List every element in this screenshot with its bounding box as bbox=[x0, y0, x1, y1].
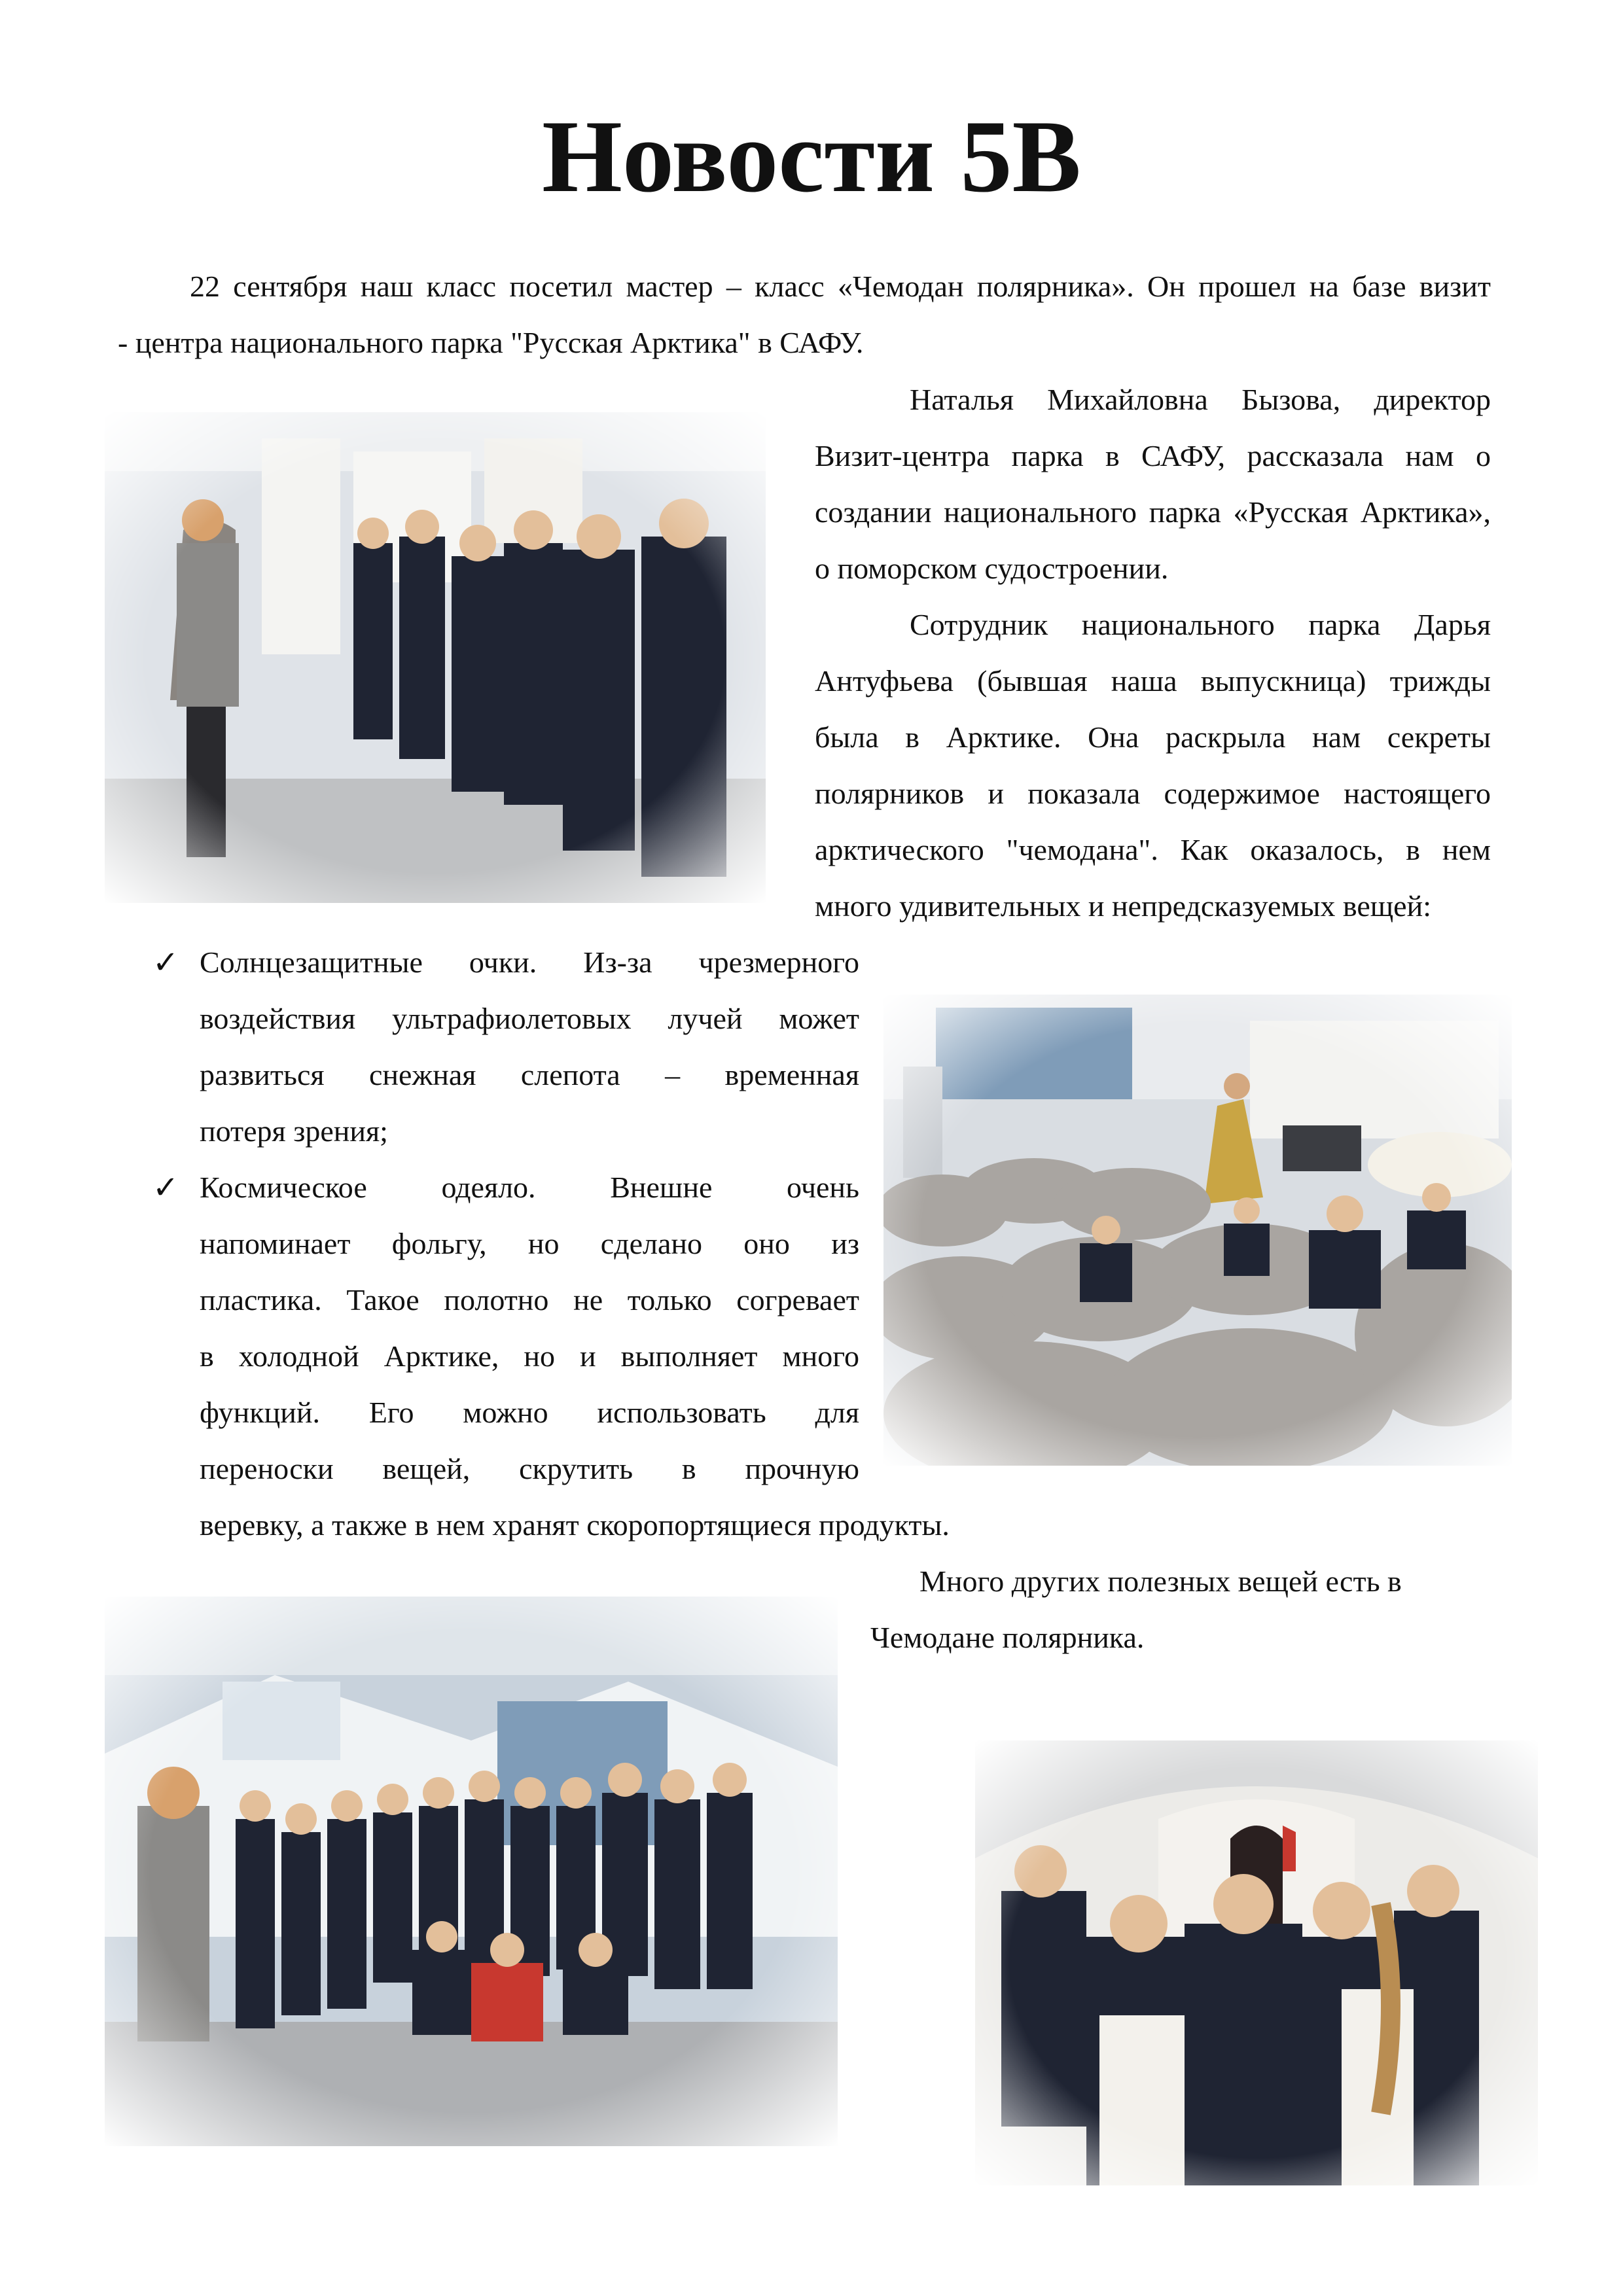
photo-beanbag-room bbox=[883, 995, 1512, 1466]
intro-line-2: - центра национального парка "Русская Арктика" в САФУ. bbox=[118, 326, 864, 359]
checkmark-icon: ✓ bbox=[152, 1169, 179, 1206]
photo-exhibition-talk bbox=[105, 412, 766, 903]
employee-line-1: Сотрудник национального парка Дарья bbox=[910, 608, 1491, 641]
list-item-2-line-7: веревку, а также в нем хранят скоропортящиеся продукты. bbox=[200, 1508, 950, 1542]
employee-line-6: много удивительных и непредсказуемых вещей: bbox=[815, 889, 1431, 923]
employee-line-5: арктического "чемодана". Как оказалось, в нем bbox=[815, 833, 1491, 866]
list-item-1-line-1: Солнцезащитные очки. Из-за чрезмерного bbox=[200, 945, 859, 979]
employee-line-4: полярников и показала содержимое настоящего bbox=[815, 777, 1491, 810]
intro-line-1: 22 сентября наш класс посетил мастер – класс «Чемодан полярника». Он прошел на базе визит bbox=[190, 270, 1491, 303]
photo-tent bbox=[975, 1740, 1538, 2185]
director-line-2: Визит-центра парка в САФУ, рассказала нам о bbox=[815, 439, 1491, 472]
closing-line-2: Чемодане полярника. bbox=[870, 1621, 1145, 1654]
closing-line-1: Много других полезных вещей есть в bbox=[919, 1564, 1402, 1598]
director-line-3: создании национального парка «Русская Арктика», bbox=[815, 495, 1491, 529]
employee-line-3: была в Арктике. Она раскрыла нам секреты bbox=[815, 720, 1491, 754]
page-title: Новости 5В bbox=[542, 99, 1081, 214]
list-item-2-line-6: переноски вещей, скрутить в прочную bbox=[200, 1452, 859, 1485]
list-item-2-line-2: напоминает фольгу, но сделано оно из bbox=[200, 1227, 859, 1260]
list-item-1-line-3: развиться снежная слепота – временная bbox=[200, 1058, 859, 1091]
photo-group bbox=[105, 1597, 838, 2146]
list-item-2-line-5: функций. Его можно использовать для bbox=[200, 1396, 859, 1429]
list-item-1-line-2: воздействия ультрафиолетовых лучей может bbox=[200, 1002, 859, 1035]
list-item-2-line-1: Космическое одеяло. Внешне очень bbox=[200, 1171, 859, 1204]
list-item-1-line-4: потеря зрения; bbox=[200, 1114, 388, 1148]
director-line-1: Наталья Михайловна Бызова, директор bbox=[910, 383, 1491, 416]
employee-line-2: Антуфьева (бывшая наша выпускница) трижды bbox=[815, 664, 1491, 698]
list-item-2-line-4: в холодной Арктике, но и выполняет много bbox=[200, 1339, 859, 1373]
list-item-2-line-3: пластика. Такое полотно не только согревает bbox=[200, 1283, 859, 1316]
director-line-4: о поморском судостроении. bbox=[815, 552, 1169, 585]
checkmark-icon: ✓ bbox=[152, 944, 179, 981]
